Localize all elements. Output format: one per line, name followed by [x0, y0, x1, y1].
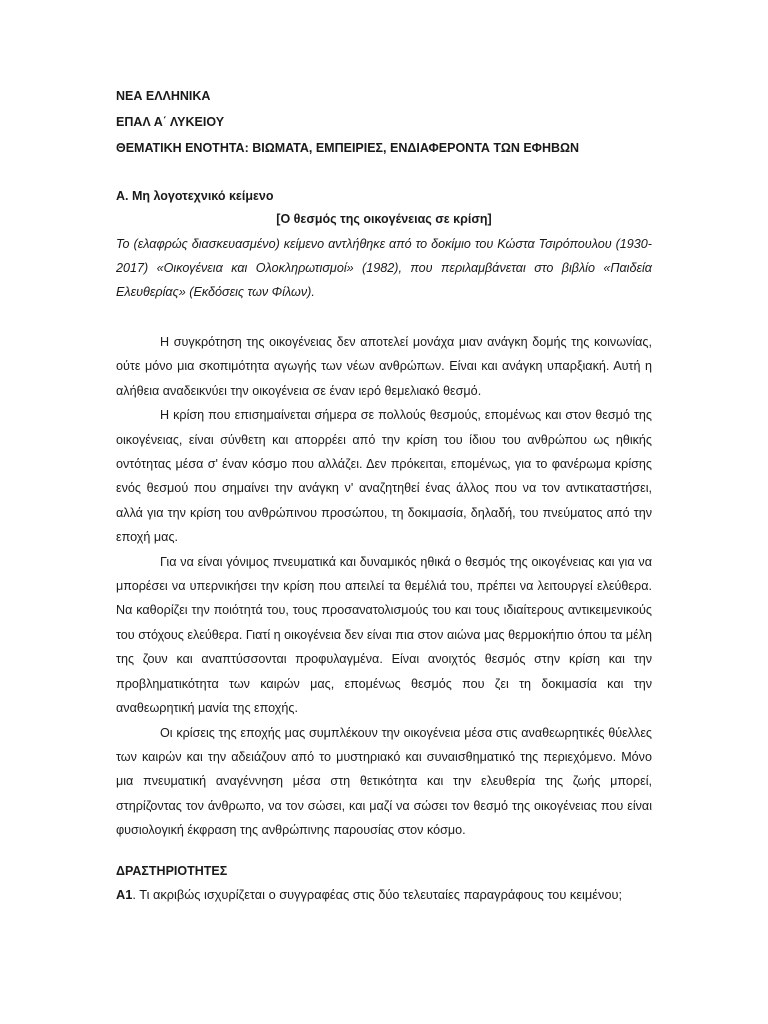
activities-heading: ΔΡΑΣΤΗΡΙΟΤΗΤΕΣ: [116, 863, 228, 878]
paragraph-2: Η κρίση που επισημαίνεται σήμερα σε πολλούς θεσμούς, επομένως και στον θεσμό της οικογένειας, είναι σύνθετη και απορρέει από την κρίση του ίδιου του ανθρώπου ως ηθικής οντότητας μέσα σ' έναν κόσμο που αλλάζει. Δεν πρόκειται, επομένως, για το φανέρωμα κρίσης ενός θεσμού που σημαίνει την ανάγκη ν' αναζητηθεί ένας άλλος που να τον αντικαταστήσει, αλλά για την κρίση του ανθρώπινου προσώπου, τη δοκιμασία, δηλαδή, του πνεύματος από την εποχή μας.: [116, 408, 652, 545]
subject-heading: ΝΕΑ ΕΛΛΗΝΙΚΑ: [116, 89, 211, 103]
document-page: [116, 86, 652, 905]
paragraph-1: Η συγκρότηση της οικογένειας δεν αποτελεί μονάχα μιαν ανάγκη δομής της κοινωνίας, ούτε μόνο μια σκοπιμότητα αγωγής των νέων ανθρώπων. Είναι και ανάγκη υπαρξιακή. Αυτή η αλήθεια αναδεικνύει την οικογένεια σε έναν ιερό θεμελιακό θεσμό.: [116, 335, 652, 398]
class-heading: ΕΠΑΛ Α΄ ΛΥΚΕΙΟΥ: [116, 115, 225, 129]
section-a-title: Α. Μη λογοτεχνικό κείμενο: [116, 189, 274, 203]
question-a1: [116, 885, 652, 905]
text-title: [Ο θεσμός της οικογένειας σε κρίση]: [276, 212, 492, 226]
question-text: . Τι ακριβώς ισχυρίζεται ο συγγραφέας στις δύο τελευταίες παραγράφους του κειμένου;: [132, 886, 623, 902]
source-note: Το (ελαφρώς διασκευασμένο) κείμενο αντλήθηκε από το δοκίμιο του Κώστα Τσιρόπουλου (1930-2017) «Οικογένεια και Ολοκληρωτισμοί» (1982), που περιλαμβάνεται στο βιβλίο «Παιδεία Ελευθερίας» (Εκδόσεις των Φίλων).: [116, 237, 652, 299]
paragraph-3: Για να είναι γόνιμος πνευματικά και δυναμικός ηθικά ο θεσμός της οικογένειας και για να μπορέσει να υπερνικήσει την κρίση που απειλεί τα θεμέλιά του, πρέπει να λειτουργεί ελεύθερα. Να καθορίζει την ποιότητά του, τους προσανατολισμούς του και τους ιδιαίτερους αντικειμενικούς του στόχους ελεύθερα. Γιατί η οικογένεια δεν είναι πια στον αιώνα μας θερμοκήπιο όπου τα μέλη της ζουν και αναπτύσσονται προφυλαγμένα. Είναι ανοιχτός θεσμός στην κρίση και την προβληματικότητα των καιρών μας, επομένως θεσμός που ζει τη δοκιμασία και την αναθεωρητική μανία της εποχής.: [116, 554, 652, 716]
paragraph-4: Οι κρίσεις της εποχής μας συμπλέκουν την οικογένεια μέσα στις αναθεωρητικές θύελλες των καιρών και την αδειάζουν από το μυστηριακό και συναισθηματικό της περιεχόμενο. Μόνο μια πνευματική αναγέννηση μέσα στη θετικότητα και την ελευθερία της ζωής μπορεί, στηρίζοντας τον άνθρωπο, να τον σώσει, και μαζί να σώσει τον θεσμό της οικογένειας που είναι φυσιολογική έκφραση της ανθρώπινης παρουσίας στον κόσμο.: [116, 725, 652, 838]
theme-heading: ΘΕΜΑΤΙΚΗ ΕΝΟΤΗΤΑ: ΒΙΩΜΑΤΑ, ΕΜΠΕΙΡΙΕΣ, ΕΝΔΙΑΦΕΡΟΝΤΑ ΤΩΝ ΕΦΗΒΩΝ: [116, 141, 580, 155]
question-number: Α1: [116, 886, 133, 902]
